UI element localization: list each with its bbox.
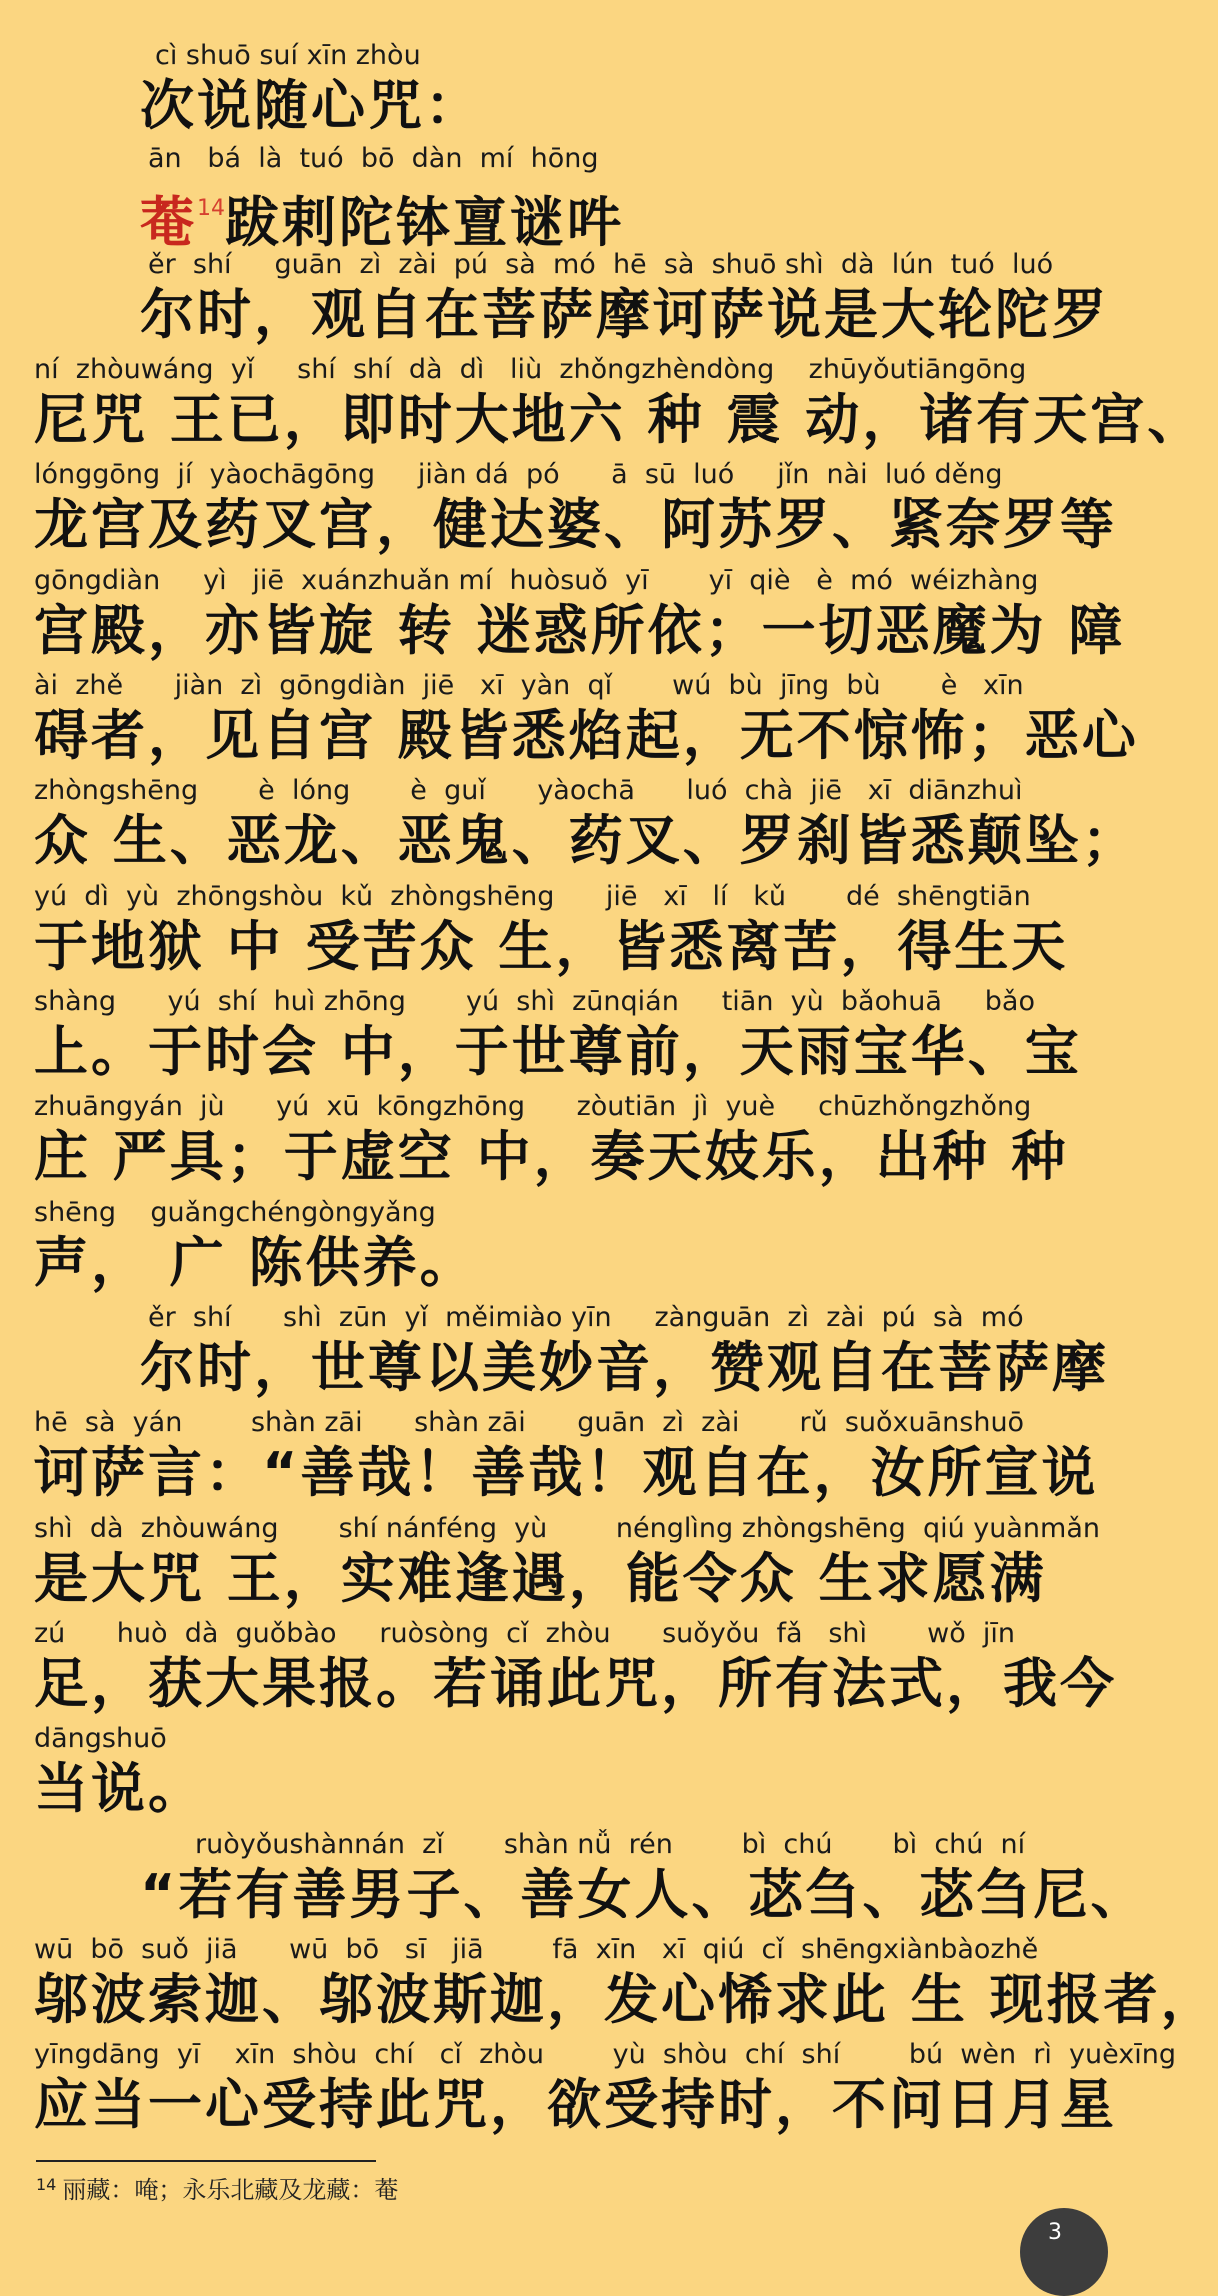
pinyin-line: dāngshuō [34,1723,167,1754]
pinyin-line: ài zhě jiàn zì gōngdiàn jiē xī yàn qǐ wú bù jīng bù è xīn [34,670,1024,701]
text-line-17 [0,1723,1080,1828]
hanzi-line: 应当一心受持此咒，欲受持时，不问日月星 [34,2073,1117,2136]
footnote-divider [36,2160,376,2162]
hanzi-line: 声， 广 陈供养。 [34,1231,477,1294]
text-line-7 [0,670,1139,775]
text-line-2 [0,143,1080,254]
text-line-15 [0,1513,1100,1618]
pinyin-line: cì shuō suí xīn zhòu [155,40,421,71]
hanzi-line: 庄 严具；于虚空 中，奏天妓乐，出种 种 [34,1125,1069,1188]
text-line-12 [0,1197,1080,1302]
pinyin-line: wū bō suǒ jiā wū bō sī jiā fā xīn xī qiú cǐ shēngxiànbàozhě [34,1934,1039,1965]
text-line-13 [0,1302,1109,1407]
pinyin-line: ěr shí guān zì zài pú sà mó hē sà shuō shì dà lún tuó luó [148,249,1054,280]
hanzi-line: 足，获大果报。若诵此咒，所有法式，我今 [34,1652,1117,1715]
text-line-6 [0,565,1126,670]
text-line-9 [0,881,1080,986]
hanzi-line: 龙宫及药叉宫，健达婆、阿苏罗、紧奈罗等 [34,493,1117,556]
hanzi-line: 是大咒 王，实难逢遇，能令众 生求愿满 [34,1547,1047,1610]
pinyin-line: ěr shí shì zūn yǐ měimiào yīn zànguān zì zài pú sà mó [148,1302,1024,1333]
pinyin-line: ruòyǒushànnán zǐ shàn nǚ rén bì chú bì chú ní [195,1829,1026,1860]
footnote-number: 14 [36,2175,57,2194]
hanzi-line: 众 生、恶龙、恶鬼、药叉、罗刹皆悉颠坠； [34,809,1139,872]
hanzi-line: 诃萨言：“善哉！善哉！观自在，汝所宣说 [34,1441,1099,1504]
footnote-ref: 14 [197,196,225,221]
text-line-18 [0,1829,1148,1934]
hanzi-line [140,177,624,255]
pinyin-line: lónggōng jí yàochāgōng jiàn dá pó ā sū luó jǐn nài luó děng [34,459,1003,490]
hanzi-line: 碍者，见自宫 殿皆悉焰起，无不惊怖；恶心 [34,704,1139,767]
pinyin-line: ní zhòuwáng yǐ shí shí dà dì liù zhǒngzhèndòng zhūyǒutiāngōng [34,354,1027,385]
text-line-3 [0,249,1109,354]
pinyin-line: shēng guǎngchéngòngyǎng [34,1197,436,1228]
text-line-20 [0,2039,1176,2144]
text-line-5 [0,459,1117,564]
pinyin-line: shì dà zhòuwáng shí nánféng yù nénglìng zhòngshēng qiú yuànmǎn [34,1513,1100,1544]
pinyin-line: shàng yú shí huì zhōng yú shì zūnqián tiān yù bǎohuā bǎo [34,986,1035,1017]
page-number: 3 [1048,2220,1062,2245]
text-line-11 [0,1091,1080,1196]
hanzi-line: 邬波索迦、邬波斯迦，发心悕求此 生 现报者， [34,1968,1218,2031]
pinyin-line: yú dì yù zhōngshòu kǔ zhòngshēng jiē xī lí kǔ dé shēngtiān [34,881,1031,912]
pinyin-line: zhòngshēng è lóng è guǐ yàochā luó chà jiē xī diānzhuì [34,775,1023,806]
page-number-badge [1020,2208,1108,2296]
hanzi-line: “若有善男子、善女人、苾刍、苾刍尼、 [140,1863,1148,1926]
mantra-text: 跋剌陀钵亶谜吽 [225,191,624,254]
pinyin-line: zhuāngyán jù yú xū kōngzhōng zòutiān jì yuè chūzhǒngzhǒng [34,1091,1032,1122]
text-line-4 [0,354,1205,459]
hanzi-line: 当说。 [34,1757,205,1820]
text-line-16 [0,1618,1117,1723]
footnote-text: 丽藏：唵；永乐北藏及龙藏：菴 [62,2176,399,2204]
pinyin-line: hē sà yán shàn zāi shàn zāi guān zì zài rǔ suǒxuānshuō [34,1407,1025,1438]
pinyin-line: gōngdiàn yì jiē xuánzhuǎn mí huòsuǒ yī yī qiè è mó wéizhàng [34,565,1039,596]
hanzi-line: 尔时，观自在菩萨摩诃萨说是大轮陀罗 [140,283,1109,346]
pinyin-line: ān bá là tuó bō dàn mí hōng [148,143,599,174]
pinyin-line: zú huò dà guǒbào ruòsòng cǐ zhòu suǒyǒu fǎ shì wǒ jīn [34,1618,1015,1649]
hanzi-line: 尔时，世尊以美妙音，赞观自在菩萨摩 [140,1336,1109,1399]
text-line-8 [0,775,1139,880]
hanzi-line: 上。于时会 中，于世尊前，天雨宝华、宝 [34,1020,1082,1083]
footnote [36,2170,398,2205]
text-line-1 [0,40,1080,145]
text-line-10 [0,986,1080,1091]
pinyin-line: yīngdāng yī xīn shòu chí cǐ zhòu yù shòu chí shí bú wèn rì yuèxīng [34,2039,1176,2070]
text-line-14 [0,1407,1099,1512]
hanzi-line: 宫殿，亦皆旋 转 迷惑所依；一切恶魔为 障 [34,599,1126,662]
hanzi-line: 于地狱 中 受苦众 生，皆悉离苦，得生天 [34,915,1069,978]
hanzi-line: 尼咒 王已，即时大地六 种 震 动，诸有天宫、 [34,388,1205,451]
highlighted-character: 菴 [140,191,197,254]
text-line-19 [0,1934,1218,2039]
hanzi-line: 次说随心咒： [140,74,482,137]
